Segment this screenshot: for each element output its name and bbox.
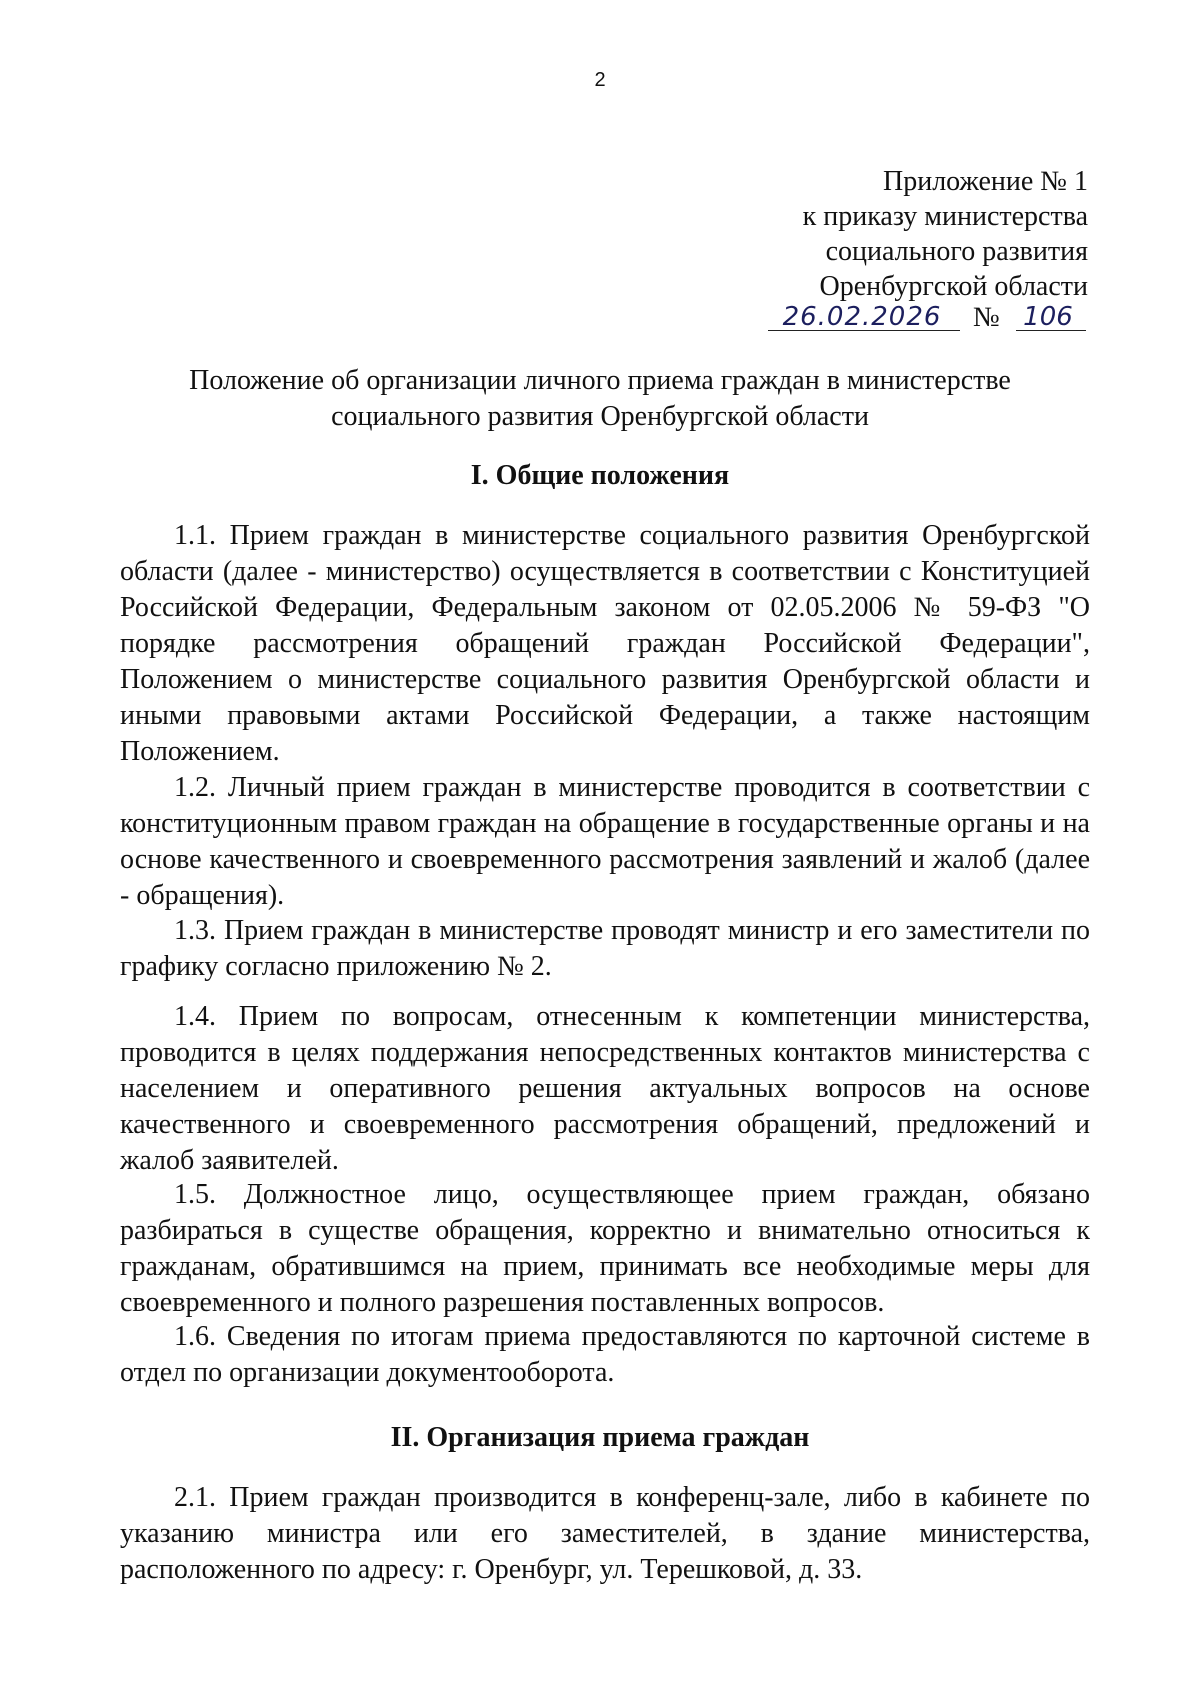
section-1-heading: I. Общие положения (470, 460, 730, 491)
section-2-heading: II. Организация приема граждан (390, 1422, 810, 1453)
handwritten-order-date: 26.02.2026 (782, 302, 942, 332)
appendix-line-4: Оренбургской области (819, 271, 1088, 302)
appendix-line-2: к приказу министерства (802, 201, 1088, 232)
paragraph-1-3: 1.3. Прием граждан в министерстве проводят министр и его заместители по графику согласно приложению № 2. (120, 915, 1090, 982)
appendix-header (688, 164, 1088, 304)
paragraph-1-1: 1.1. Прием граждан в министерстве социального развития Оренбургской области (далее - министерство) осуществляется в соответствии с Конституцией Российской Федерации, Федеральным законом от 02.05.2006 № 59-ФЗ "О порядке рассмотрения обращений граждан Российской Федерации", Положением о министерстве социального развития Оренбургской области и иными правовыми актами Российской Федерации, а также настоящим Положением. (120, 520, 1090, 767)
appendix-line-3: социального развития (825, 236, 1088, 267)
document-title-line-1: Положение об организации личного приема граждан в министерстве (189, 365, 1011, 396)
handwritten-order-number: 106 (1023, 302, 1073, 332)
paragraph-1-6: 1.6. Сведения по итогам приема предоставляются по карточной системе в отдел по организации документооборота. (120, 1321, 1090, 1388)
paragraph-2-1: 2.1. Прием граждан производится в конференц-зале, либо в кабинете по указанию министра или его заместителей, в здание министерства, расположенного по адресу: г. Оренбург, ул. Терешковой, д. 33. (120, 1482, 1090, 1585)
document-title (120, 363, 1080, 435)
order-date-number (768, 300, 1088, 336)
page-number: 2 (594, 69, 606, 91)
document-title-line-2: социального развития Оренбургской области (331, 401, 869, 432)
paragraph-1-4: 1.4. Прием по вопросам, отнесенным к компетенции министерства, проводится в целях поддержания непосредственных контактов министерства с населением и оперативного решения актуальных вопросов на основе качественного и своевременного рассмотрения обращений, предложений и жалоб заявителей. (120, 1001, 1090, 1176)
appendix-line-1: Приложение № 1 (883, 166, 1088, 197)
number-sign: № (973, 302, 1000, 333)
paragraph-1-5: 1.5. Должностное лицо, осуществляющее прием граждан, обязано разбираться в существе обращения, корректно и внимательно относиться к гражданам, обратившимся на прием, принимать все необходимые меры для своевременного и полного разрешения поставленных вопросов. (120, 1179, 1090, 1318)
paragraph-1-2: 1.2. Личный прием граждан в министерстве проводится в соответствии с конституционным правом граждан на обращение в государственные органы и на основе качественного и своевременного рассмотрения заявлений и жалоб (далее - обращения). (120, 772, 1090, 911)
date-underline (768, 330, 960, 331)
number-underline (1016, 330, 1086, 331)
